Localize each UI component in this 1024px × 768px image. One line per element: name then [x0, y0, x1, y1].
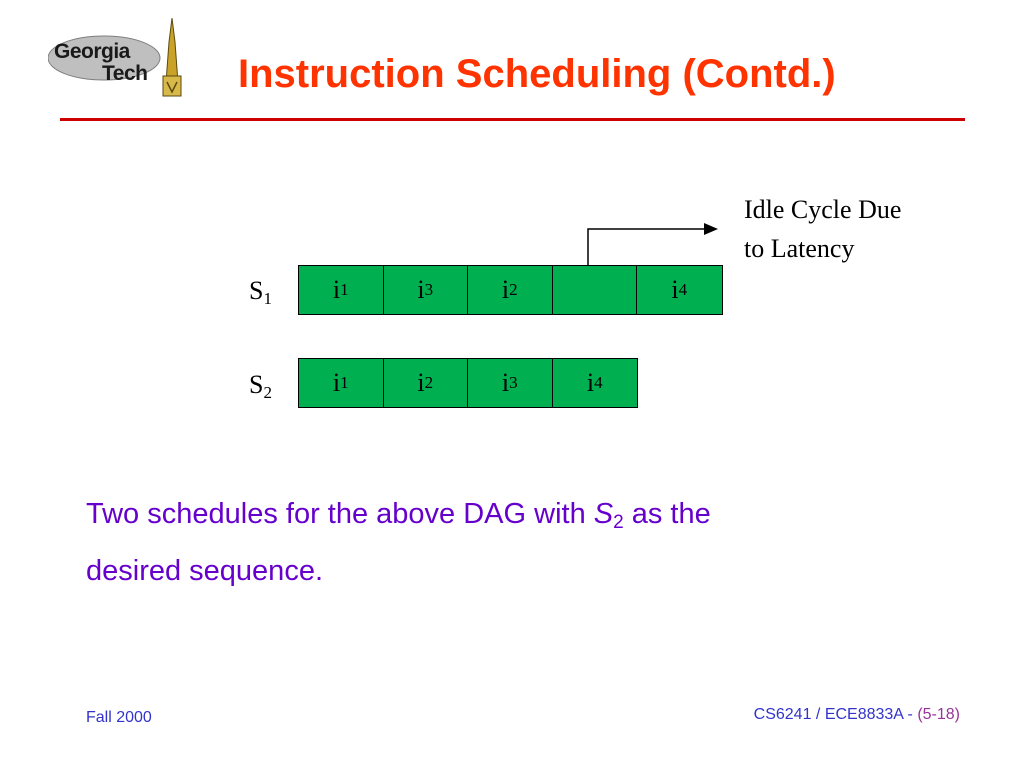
s2-cell-3 — [468, 359, 553, 407]
annotation-line-2: to Latency — [744, 234, 855, 263]
s2-cell-3-sub: 3 — [509, 373, 518, 392]
caption-symbol: S — [593, 498, 614, 530]
schedule-label-s2-sub: 2 — [263, 383, 272, 402]
caption-line-1 — [86, 490, 711, 547]
slide-title: Instruction Scheduling (Contd.) — [238, 52, 836, 96]
s1-cell-2 — [384, 266, 469, 314]
caption-text-1: Two schedules for the above DAG with — [86, 498, 594, 530]
s1-cell-2-sub: 3 — [424, 280, 434, 299]
s1-cell-3-text: i — [501, 275, 510, 304]
schedule-label-s1-letter: S — [249, 276, 264, 305]
s1-cell-5-text: i — [671, 275, 679, 304]
footer-term: Fall 2000 — [86, 709, 152, 726]
footer-page-number: (5-18) — [917, 706, 960, 723]
annotation-line-1: Idle Cycle Due — [744, 195, 902, 224]
s1-cell-1-text: i — [332, 275, 341, 304]
s2-cell-4 — [553, 359, 638, 407]
schedule-s2 — [298, 358, 638, 408]
schedule-label-s1 — [249, 276, 272, 309]
caption-text-2: as the — [623, 498, 711, 530]
idle-cycle-annotation — [744, 190, 901, 268]
s2-cell-2-sub: 2 — [424, 373, 434, 392]
logo-text-georgia: Georgia — [54, 40, 130, 63]
logo-text-tech: Tech — [102, 62, 148, 85]
s1-cell-3-sub: 2 — [509, 280, 518, 299]
s2-cell-2 — [384, 359, 469, 407]
s1-cell-idle — [553, 266, 638, 314]
schedule-label-s2-letter: S — [249, 370, 264, 399]
s1-cell-5-sub: 4 — [678, 280, 688, 299]
s2-cell-2-text: i — [417, 368, 425, 397]
title-divider — [60, 118, 965, 121]
s1-cell-2-text: i — [417, 275, 425, 304]
s2-cell-1-text: i — [332, 368, 341, 397]
footer-course — [754, 706, 960, 724]
idle-cycle-arrow — [582, 218, 722, 268]
georgia-tech-logo — [48, 12, 188, 98]
caption-line-2: desired sequence. — [86, 555, 323, 587]
footer-course-text: CS6241 / ECE8833A - — [753, 706, 918, 723]
schedule-s1 — [298, 265, 723, 315]
slide-caption — [86, 490, 711, 595]
schedule-label-s1-sub: 1 — [263, 289, 272, 308]
s1-cell-1 — [299, 266, 384, 314]
schedule-label-s2 — [249, 370, 272, 403]
s2-cell-1 — [299, 359, 384, 407]
s2-cell-1-sub: 1 — [340, 373, 349, 392]
s1-cell-1-sub: 1 — [340, 280, 349, 299]
s2-cell-4-sub: 4 — [594, 373, 603, 392]
caption-symbol-sub: 2 — [613, 512, 624, 533]
s1-cell-5 — [637, 266, 722, 314]
s1-cell-3 — [468, 266, 553, 314]
s2-cell-4-text: i — [586, 368, 595, 397]
s2-cell-3-text: i — [501, 368, 510, 397]
